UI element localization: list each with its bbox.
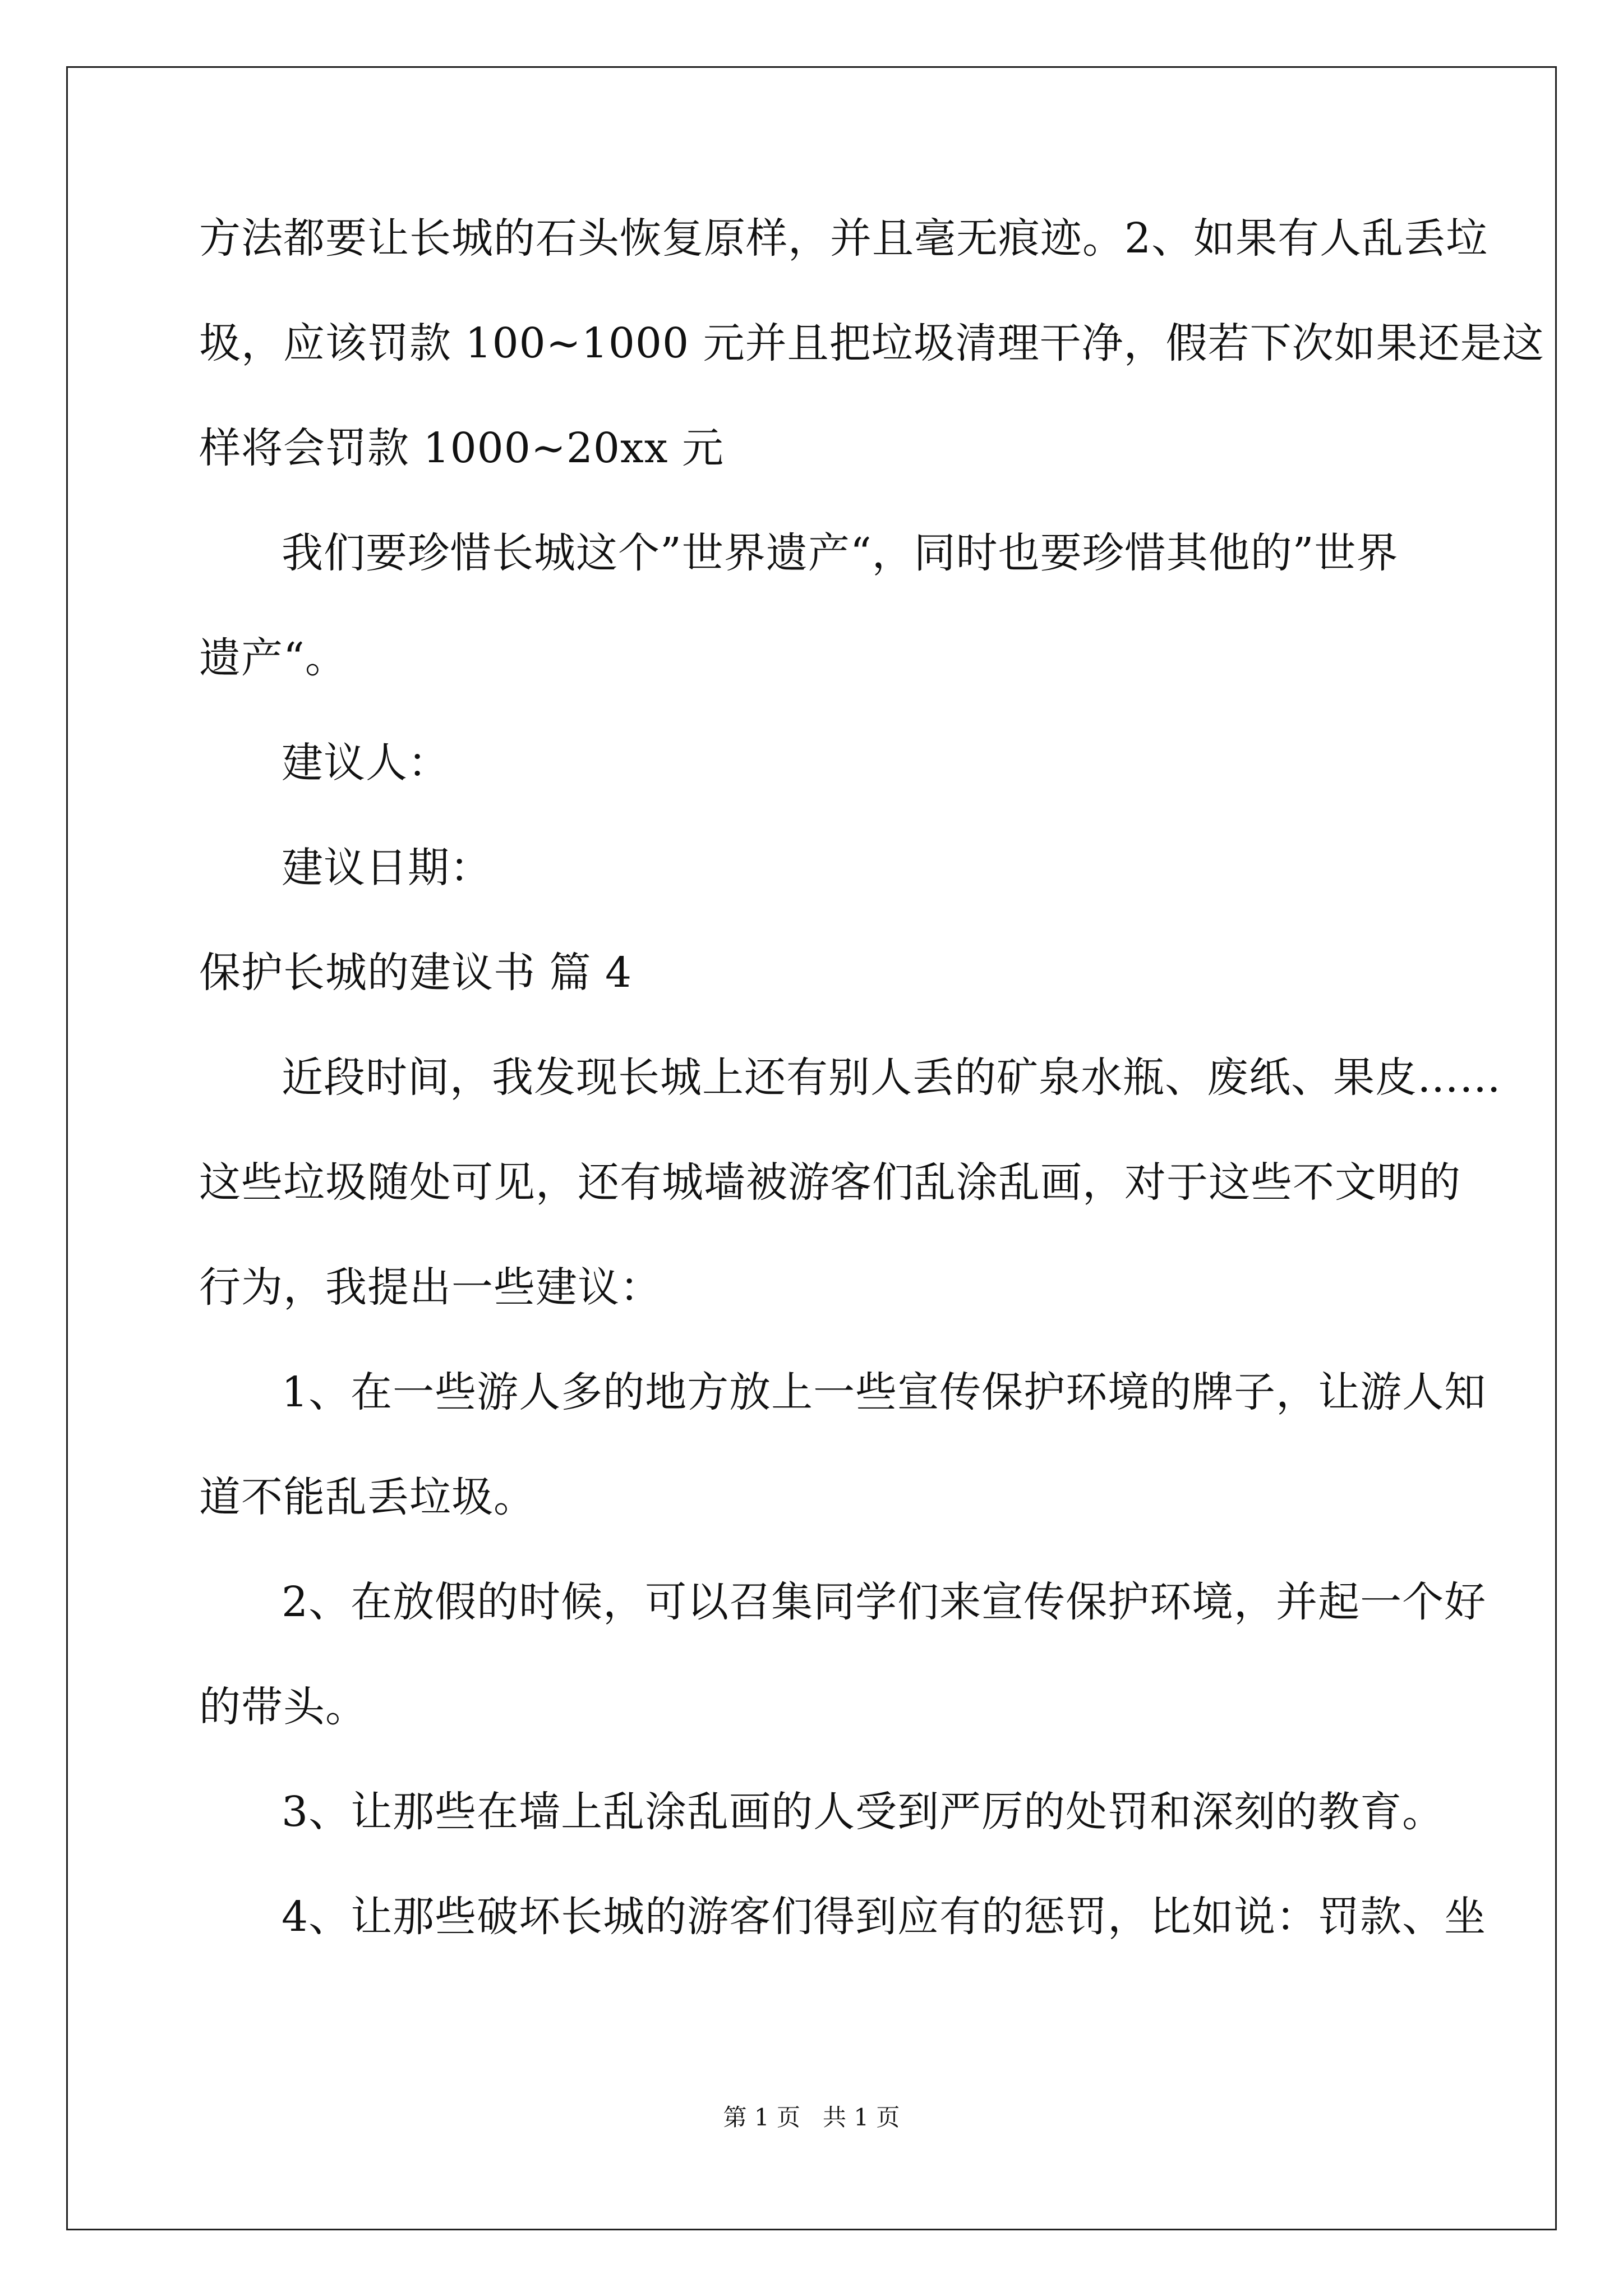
paragraph-line: 样将会罚款 1000~20xx 元 xyxy=(199,424,725,472)
paragraph-line: 行为，我提出一些建议： xyxy=(199,1263,662,1312)
page-footer xyxy=(0,2101,1623,2134)
list-item-line: 3、让那些在墙上乱涂乱画的人受到严厉的处罚和深刻的教育。 xyxy=(282,1788,1445,1836)
paragraph-line: 圾，应该罚款 100~1000 元并且把垃圾清理干净，假若下次如果还是这 xyxy=(199,319,1544,367)
paragraph-line: 近段时间，我发现长城上还有别人丢的矿泉水瓶、废纸、果皮…… xyxy=(282,1053,1501,1102)
list-item-line: 1、在一些游人多的地方放上一些宣传保护环境的牌子，让游人知 xyxy=(282,1368,1487,1416)
list-item-line: 的带头。 xyxy=(199,1683,367,1731)
paragraph-line: 方法都要让长城的石头恢复原样，并且毫无痕迹。2、如果有人乱丢垃 xyxy=(199,214,1488,263)
page-number-current: 第 1 页 xyxy=(723,2104,800,2131)
list-item-line: 道不能乱丢垃圾。 xyxy=(199,1473,536,1521)
paragraph-line: 遗产“。 xyxy=(199,634,347,682)
date-label: 建议日期： xyxy=(282,844,492,892)
paragraph-line: 这些垃圾随处可见，还有城墙被游客们乱涂乱画，对于这些不文明的 xyxy=(199,1158,1461,1207)
section-heading: 保护长城的建议书 篇 4 xyxy=(199,949,633,997)
page-number-total: 共 1 页 xyxy=(823,2104,900,2131)
paragraph-line: 我们要珍惜长城这个”世界遗产“，同时也要珍惜其他的”世界 xyxy=(282,529,1399,577)
list-item-line: 4、让那些破坏长城的游客们得到应有的惩罚，比如说：罚款、坐 xyxy=(282,1893,1487,1941)
list-item-line: 2、在放假的时候，可以召集同学们来宣传保护环境，并起一个好 xyxy=(282,1578,1487,1626)
signer-label: 建议人： xyxy=(282,739,450,787)
